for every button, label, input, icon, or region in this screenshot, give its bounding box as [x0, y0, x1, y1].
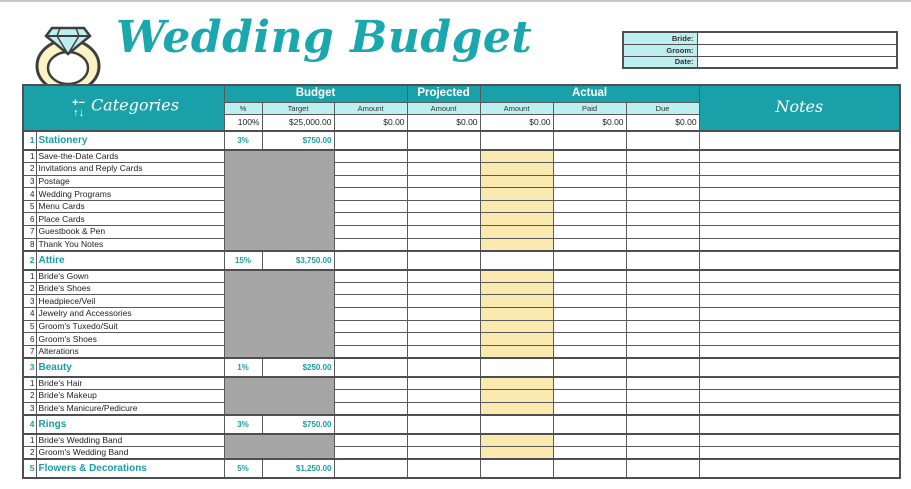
- item-budget-amount[interactable]: [334, 345, 407, 358]
- notes-label: Notes: [775, 97, 824, 116]
- item-number: 6: [23, 333, 36, 346]
- item-paid[interactable]: [553, 434, 626, 447]
- item-number: 2: [23, 446, 36, 459]
- item-number: 6: [23, 213, 36, 226]
- category-name[interactable]: Stationery: [36, 131, 224, 150]
- category-name[interactable]: Beauty: [36, 358, 224, 377]
- item-name[interactable]: Groom's Tuxedo/Suit: [36, 320, 224, 333]
- item-due[interactable]: [626, 270, 699, 283]
- item-name[interactable]: Bride's Shoes: [36, 282, 224, 295]
- item-actual[interactable]: [480, 213, 553, 226]
- item-budget-amount[interactable]: [334, 282, 407, 295]
- item-actual[interactable]: [480, 345, 553, 358]
- item-number: 1: [23, 150, 36, 163]
- paid-subheader: Paid: [553, 102, 626, 114]
- categories-label: Categories: [90, 95, 179, 115]
- actual-header: Actual: [480, 85, 699, 102]
- item-due[interactable]: [626, 377, 699, 390]
- category-target: $1,250.00: [262, 459, 334, 478]
- couple-info-box: [622, 31, 898, 69]
- item-due[interactable]: [626, 308, 699, 321]
- plus-icon[interactable]: +: [72, 97, 79, 109]
- item-name[interactable]: Groom's Shoes: [36, 333, 224, 346]
- item-notes[interactable]: [699, 200, 900, 213]
- item-projected[interactable]: [407, 446, 480, 459]
- item-due[interactable]: [626, 390, 699, 403]
- item-actual[interactable]: [480, 226, 553, 239]
- item-row: [23, 175, 900, 188]
- item-budget-amount[interactable]: [334, 308, 407, 321]
- item-projected[interactable]: [407, 163, 480, 176]
- notes-cell[interactable]: [699, 459, 900, 478]
- projected-cell[interactable]: [407, 251, 480, 270]
- item-name[interactable]: Bride's Wedding Band: [36, 434, 224, 447]
- item-number: 2: [23, 163, 36, 176]
- item-name[interactable]: Save-the-Date Cards: [36, 150, 224, 163]
- item-budget-amount[interactable]: [334, 270, 407, 283]
- item-paid[interactable]: [553, 402, 626, 415]
- paid-cell[interactable]: [553, 131, 626, 150]
- item-due[interactable]: [626, 345, 699, 358]
- item-due[interactable]: [626, 213, 699, 226]
- item-actual[interactable]: [480, 446, 553, 459]
- item-projected[interactable]: [407, 434, 480, 447]
- bride-field[interactable]: [697, 32, 897, 44]
- projected-cell[interactable]: [407, 459, 480, 478]
- arrow-down-icon[interactable]: ↓: [78, 107, 85, 119]
- item-notes[interactable]: [699, 402, 900, 415]
- actual-cell[interactable]: [480, 251, 553, 270]
- item-number: 4: [23, 188, 36, 201]
- notes-header: [699, 85, 900, 131]
- minus-icon[interactable]: −: [78, 97, 85, 109]
- budget-table: [22, 84, 901, 479]
- categories-header: [23, 85, 224, 131]
- notes-cell[interactable]: [699, 131, 900, 150]
- item-actual[interactable]: [480, 163, 553, 176]
- item-notes[interactable]: [699, 213, 900, 226]
- item-budget-amount[interactable]: [334, 402, 407, 415]
- item-number: 8: [23, 238, 36, 251]
- item-row: [23, 150, 900, 163]
- item-name[interactable]: Guestbook & Pen: [36, 226, 224, 239]
- item-name[interactable]: Bride's Hair: [36, 377, 224, 390]
- projected-amount-subheader: Amount: [407, 102, 480, 114]
- item-budget-amount[interactable]: [334, 446, 407, 459]
- item-notes[interactable]: [699, 226, 900, 239]
- actual-cell[interactable]: [480, 459, 553, 478]
- budget-amount-cell[interactable]: [334, 131, 407, 150]
- item-notes[interactable]: [699, 377, 900, 390]
- item-due[interactable]: [626, 163, 699, 176]
- paid-cell[interactable]: [553, 459, 626, 478]
- total-actual: $0.00: [480, 114, 553, 131]
- item-due[interactable]: [626, 150, 699, 163]
- item-paid[interactable]: [553, 333, 626, 346]
- item-name[interactable]: Headpiece/Veil: [36, 295, 224, 308]
- budget-amount-cell[interactable]: [334, 251, 407, 270]
- category-target: $750.00: [262, 131, 334, 150]
- actual-cell[interactable]: [480, 358, 553, 377]
- item-budget-amount[interactable]: [334, 377, 407, 390]
- item-row: [23, 333, 900, 346]
- category-number: 4: [23, 415, 36, 434]
- item-notes[interactable]: [699, 333, 900, 346]
- item-paid[interactable]: [553, 188, 626, 201]
- item-name[interactable]: Thank You Notes: [36, 238, 224, 251]
- item-number: 1: [23, 377, 36, 390]
- item-projected[interactable]: [407, 377, 480, 390]
- item-row: [23, 446, 900, 459]
- item-paid[interactable]: [553, 320, 626, 333]
- row-controls[interactable]: [69, 98, 89, 118]
- category-target: $3,750.00: [262, 251, 334, 270]
- item-due[interactable]: [626, 238, 699, 251]
- item-paid[interactable]: [553, 270, 626, 283]
- item-projected[interactable]: [407, 295, 480, 308]
- category-number: 5: [23, 459, 36, 478]
- due-subheader: Due: [626, 102, 699, 114]
- item-name[interactable]: Place Cards: [36, 213, 224, 226]
- item-row: [23, 320, 900, 333]
- budget-amount-cell[interactable]: [334, 459, 407, 478]
- item-due[interactable]: [626, 295, 699, 308]
- total-projected: $0.00: [407, 114, 480, 131]
- item-due[interactable]: [626, 200, 699, 213]
- projected-cell[interactable]: [407, 131, 480, 150]
- item-budget-amount[interactable]: [334, 175, 407, 188]
- item-number: 5: [23, 200, 36, 213]
- item-actual[interactable]: [480, 377, 553, 390]
- item-paid[interactable]: [553, 390, 626, 403]
- item-paid[interactable]: [553, 150, 626, 163]
- item-budget-amount[interactable]: [334, 390, 407, 403]
- item-actual[interactable]: [480, 282, 553, 295]
- budget-amount-cell[interactable]: [334, 358, 407, 377]
- item-actual[interactable]: [480, 333, 553, 346]
- item-name[interactable]: Jewelry and Accessories: [36, 308, 224, 321]
- category-row: [23, 415, 900, 434]
- actual-amount-subheader: Amount: [480, 102, 553, 114]
- item-notes[interactable]: [699, 295, 900, 308]
- item-budget-amount[interactable]: [334, 238, 407, 251]
- item-projected[interactable]: [407, 345, 480, 358]
- paid-cell[interactable]: [553, 251, 626, 270]
- item-notes[interactable]: [699, 434, 900, 447]
- category-number: 1: [23, 131, 36, 150]
- pct-subheader: %: [224, 102, 262, 114]
- category-pct[interactable]: 3%: [224, 131, 262, 150]
- item-projected[interactable]: [407, 150, 480, 163]
- item-number: 7: [23, 226, 36, 239]
- item-projected[interactable]: [407, 333, 480, 346]
- item-row: [23, 188, 900, 201]
- item-number: 4: [23, 308, 36, 321]
- budget-header: Budget: [224, 85, 407, 102]
- item-paid[interactable]: [553, 226, 626, 239]
- notes-cell[interactable]: [699, 251, 900, 270]
- item-budget-amount[interactable]: [334, 200, 407, 213]
- item-row: [23, 226, 900, 239]
- item-row: [23, 163, 900, 176]
- page-title: Wedding Budget: [116, 12, 533, 63]
- item-number: 2: [23, 390, 36, 403]
- item-name[interactable]: Bride's Manicure/Pedicure: [36, 402, 224, 415]
- item-row: [23, 390, 900, 403]
- item-projected[interactable]: [407, 270, 480, 283]
- item-budget-shaded: [224, 270, 334, 358]
- item-actual[interactable]: [480, 402, 553, 415]
- item-row: [23, 295, 900, 308]
- category-target: $750.00: [262, 415, 334, 434]
- category-row: [23, 459, 900, 478]
- item-name[interactable]: Invitations and Reply Cards: [36, 163, 224, 176]
- item-row: [23, 434, 900, 447]
- item-row: [23, 238, 900, 251]
- groom-label: Groom:: [623, 44, 697, 56]
- item-budget-shaded: [224, 434, 334, 459]
- item-budget-amount[interactable]: [334, 213, 407, 226]
- item-budget-amount[interactable]: [334, 226, 407, 239]
- item-row: [23, 282, 900, 295]
- item-projected[interactable]: [407, 238, 480, 251]
- item-notes[interactable]: [699, 188, 900, 201]
- due-cell[interactable]: [626, 131, 699, 150]
- notes-cell[interactable]: [699, 415, 900, 434]
- item-projected[interactable]: [407, 200, 480, 213]
- item-actual[interactable]: [480, 390, 553, 403]
- due-cell[interactable]: [626, 415, 699, 434]
- total-amount: $0.00: [334, 114, 407, 131]
- item-budget-amount[interactable]: [334, 295, 407, 308]
- item-notes[interactable]: [699, 320, 900, 333]
- category-pct[interactable]: 1%: [224, 358, 262, 377]
- item-projected[interactable]: [407, 175, 480, 188]
- item-paid[interactable]: [553, 238, 626, 251]
- item-number: 2: [23, 282, 36, 295]
- item-paid[interactable]: [553, 200, 626, 213]
- due-cell[interactable]: [626, 358, 699, 377]
- item-paid[interactable]: [553, 282, 626, 295]
- bride-label: Bride:: [623, 32, 697, 44]
- item-notes[interactable]: [699, 163, 900, 176]
- item-name[interactable]: Menu Cards: [36, 200, 224, 213]
- item-projected[interactable]: [407, 390, 480, 403]
- item-notes[interactable]: [699, 345, 900, 358]
- item-number: 1: [23, 270, 36, 283]
- item-actual[interactable]: [480, 434, 553, 447]
- item-due[interactable]: [626, 320, 699, 333]
- item-row: [23, 308, 900, 321]
- item-paid[interactable]: [553, 446, 626, 459]
- item-projected[interactable]: [407, 308, 480, 321]
- paid-cell[interactable]: [553, 415, 626, 434]
- item-budget-shaded: [224, 377, 334, 415]
- notes-cell[interactable]: [699, 358, 900, 377]
- item-due[interactable]: [626, 226, 699, 239]
- item-actual[interactable]: [480, 320, 553, 333]
- item-paid[interactable]: [553, 163, 626, 176]
- item-paid[interactable]: [553, 175, 626, 188]
- item-budget-amount[interactable]: [334, 333, 407, 346]
- item-notes[interactable]: [699, 175, 900, 188]
- item-paid[interactable]: [553, 295, 626, 308]
- item-budget-amount[interactable]: [334, 434, 407, 447]
- item-actual[interactable]: [480, 200, 553, 213]
- item-budget-amount[interactable]: [334, 150, 407, 163]
- item-number: 3: [23, 295, 36, 308]
- item-number: 5: [23, 320, 36, 333]
- item-row: [23, 402, 900, 415]
- groom-field[interactable]: [697, 44, 897, 56]
- item-name[interactable]: Alterations: [36, 345, 224, 358]
- item-notes[interactable]: [699, 150, 900, 163]
- date-field[interactable]: [697, 56, 897, 68]
- date-label: Date:: [623, 56, 697, 68]
- item-name[interactable]: Postage: [36, 175, 224, 188]
- item-row: [23, 270, 900, 283]
- actual-cell[interactable]: [480, 415, 553, 434]
- item-notes[interactable]: [699, 270, 900, 283]
- arrow-up-icon[interactable]: ↑: [73, 107, 79, 119]
- actual-cell[interactable]: [480, 131, 553, 150]
- top-border: [0, 0, 911, 2]
- item-name[interactable]: Bride's Gown: [36, 270, 224, 283]
- category-target: $250.00: [262, 358, 334, 377]
- item-number: 3: [23, 402, 36, 415]
- item-name[interactable]: Groom's Wedding Band: [36, 446, 224, 459]
- item-notes[interactable]: [699, 390, 900, 403]
- item-projected[interactable]: [407, 320, 480, 333]
- total-pct: 100%: [224, 114, 262, 131]
- item-projected[interactable]: [407, 213, 480, 226]
- item-due[interactable]: [626, 175, 699, 188]
- item-due[interactable]: [626, 282, 699, 295]
- projected-cell[interactable]: [407, 358, 480, 377]
- item-notes[interactable]: [699, 282, 900, 295]
- paid-cell[interactable]: [553, 358, 626, 377]
- item-row: [23, 200, 900, 213]
- item-budget-amount[interactable]: [334, 188, 407, 201]
- category-pct[interactable]: 3%: [224, 415, 262, 434]
- target-subheader: Target: [262, 102, 334, 114]
- category-name[interactable]: Flowers & Decorations: [36, 459, 224, 478]
- item-due[interactable]: [626, 402, 699, 415]
- item-actual[interactable]: [480, 270, 553, 283]
- item-notes[interactable]: [699, 446, 900, 459]
- due-cell[interactable]: [626, 251, 699, 270]
- due-cell[interactable]: [626, 459, 699, 478]
- item-budget-amount[interactable]: [334, 163, 407, 176]
- item-actual[interactable]: [480, 238, 553, 251]
- item-actual[interactable]: [480, 150, 553, 163]
- item-paid[interactable]: [553, 345, 626, 358]
- item-row: [23, 345, 900, 358]
- item-budget-amount[interactable]: [334, 320, 407, 333]
- category-row: [23, 251, 900, 270]
- item-projected[interactable]: [407, 188, 480, 201]
- item-actual[interactable]: [480, 295, 553, 308]
- item-paid[interactable]: [553, 377, 626, 390]
- budget-amount-cell[interactable]: [334, 415, 407, 434]
- category-name[interactable]: Attire: [36, 251, 224, 270]
- total-target[interactable]: $25,000.00: [262, 114, 334, 131]
- total-paid: $0.00: [553, 114, 626, 131]
- item-number: 7: [23, 345, 36, 358]
- category-pct[interactable]: 15%: [224, 251, 262, 270]
- category-row: [23, 131, 900, 150]
- category-number: 3: [23, 358, 36, 377]
- item-row: [23, 213, 900, 226]
- item-number: 1: [23, 434, 36, 447]
- item-projected[interactable]: [407, 282, 480, 295]
- item-projected[interactable]: [407, 226, 480, 239]
- item-actual[interactable]: [480, 308, 553, 321]
- category-name[interactable]: Rings: [36, 415, 224, 434]
- item-number: 3: [23, 175, 36, 188]
- item-paid[interactable]: [553, 213, 626, 226]
- category-number: 2: [23, 251, 36, 270]
- item-due[interactable]: [626, 333, 699, 346]
- item-paid[interactable]: [553, 308, 626, 321]
- category-row: [23, 358, 900, 377]
- budget-amount-subheader: Amount: [334, 102, 407, 114]
- category-pct[interactable]: 5%: [224, 459, 262, 478]
- item-budget-shaded: [224, 150, 334, 251]
- item-projected[interactable]: [407, 402, 480, 415]
- item-row: [23, 377, 900, 390]
- item-name[interactable]: Bride's Makeup: [36, 390, 224, 403]
- projected-header: Projected: [407, 85, 480, 102]
- item-name[interactable]: Wedding Programs: [36, 188, 224, 201]
- item-actual[interactable]: [480, 188, 553, 201]
- total-due: $0.00: [626, 114, 699, 131]
- item-notes[interactable]: [699, 308, 900, 321]
- item-due[interactable]: [626, 434, 699, 447]
- item-due[interactable]: [626, 446, 699, 459]
- item-notes[interactable]: [699, 238, 900, 251]
- projected-cell[interactable]: [407, 415, 480, 434]
- item-due[interactable]: [626, 188, 699, 201]
- item-actual[interactable]: [480, 175, 553, 188]
